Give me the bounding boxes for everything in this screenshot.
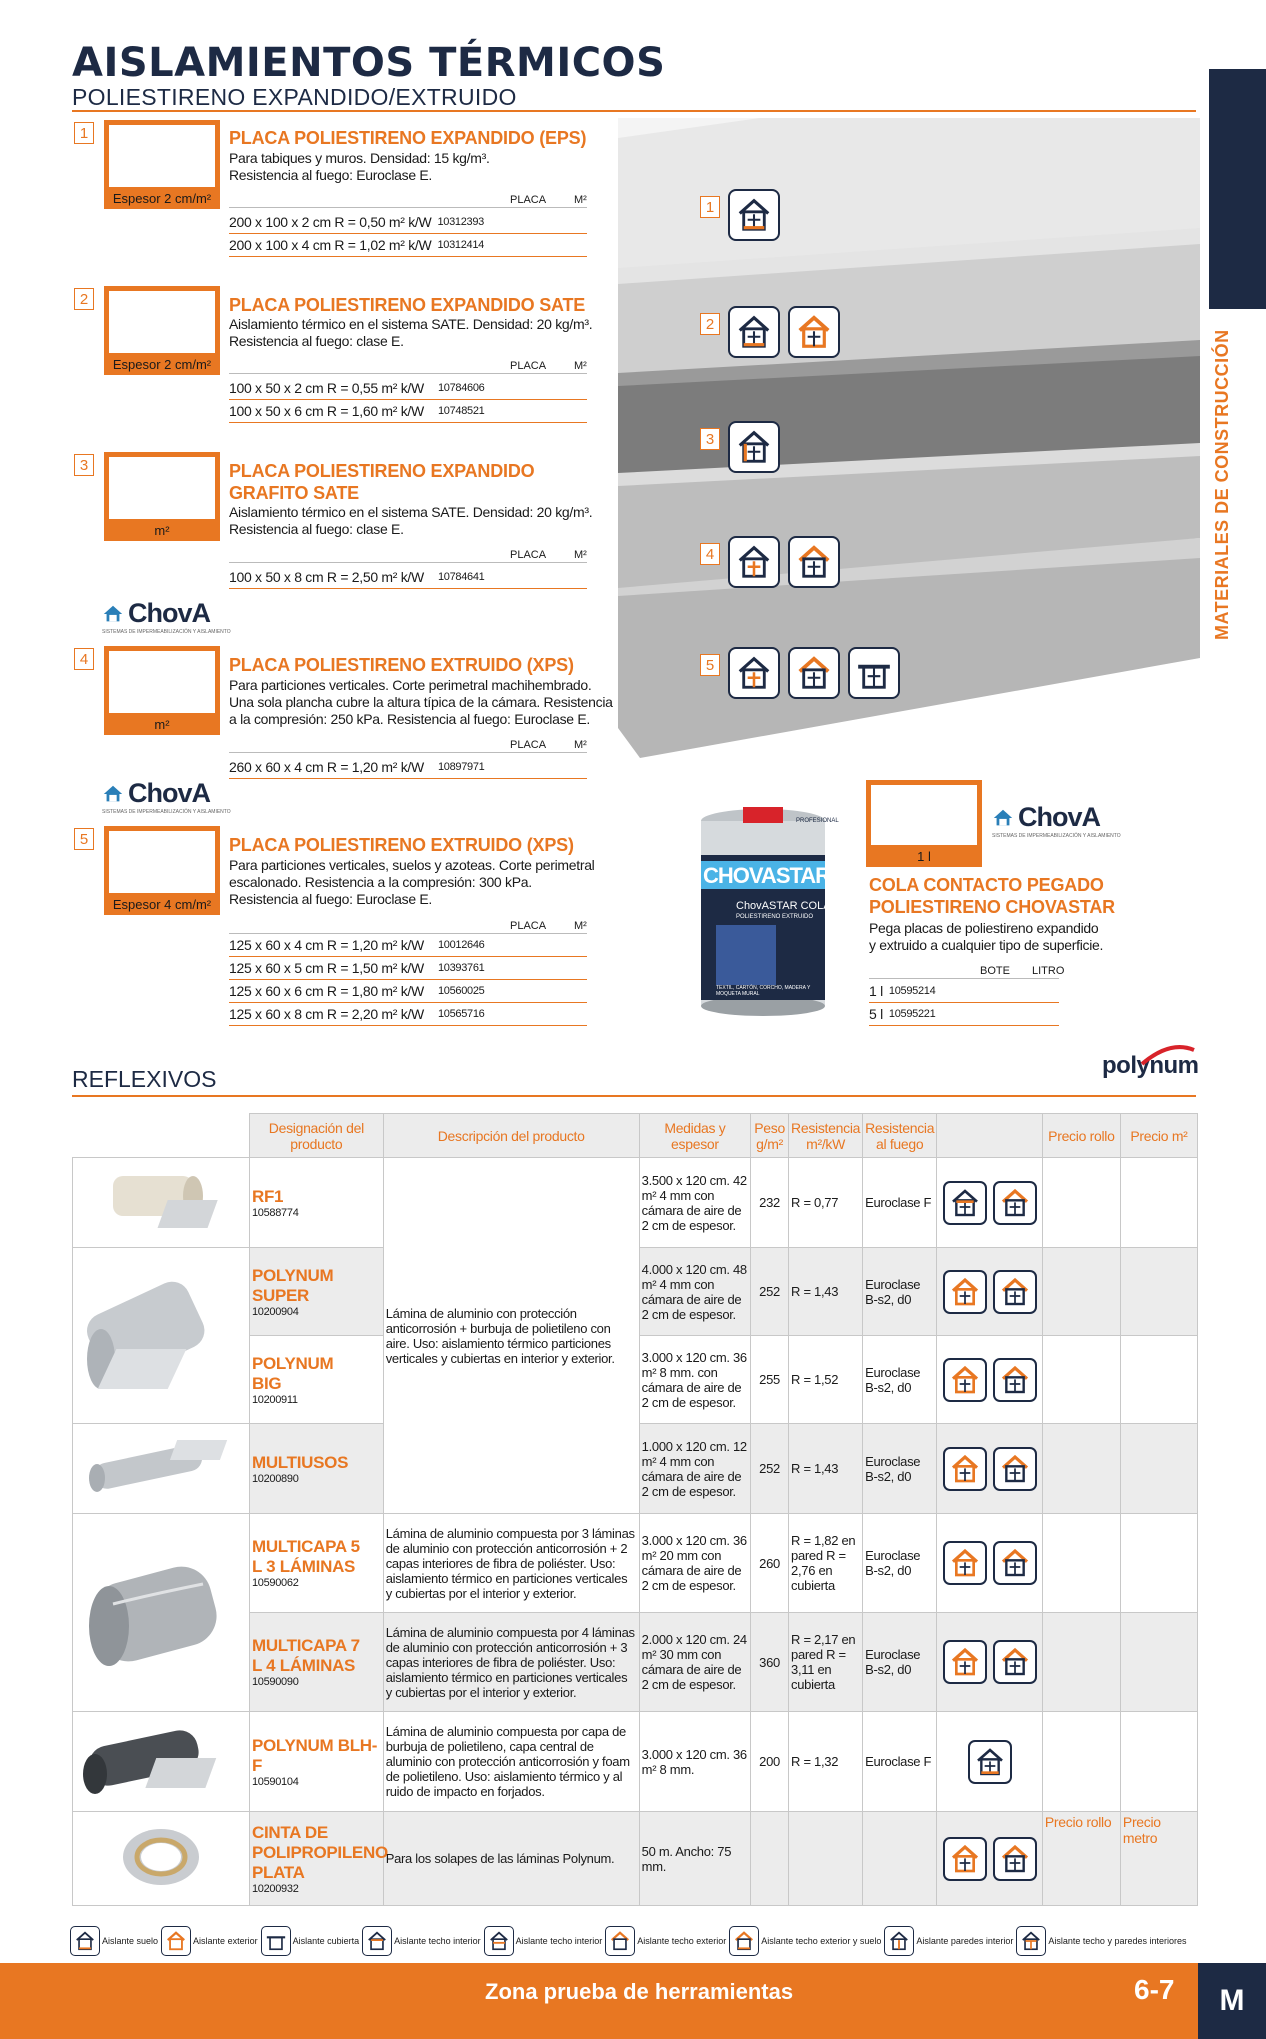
product-code: 10588774 — [251, 1206, 299, 1219]
col-medidas: Medidas y espesor — [639, 1114, 750, 1158]
product-desc: y extruido a cualquier tipo de superficie. — [869, 937, 1104, 953]
product-number: 4 — [74, 648, 94, 670]
house-ceiling-interior-icon — [362, 1926, 392, 1956]
house-exterior-icon — [943, 1837, 987, 1881]
icons-cell — [937, 1712, 1043, 1812]
product-name: MULTICAPA 5 L 3 LÁMINAS — [251, 1537, 360, 1576]
col-header: M² — [574, 739, 587, 751]
house-logo-icon — [102, 603, 124, 625]
legend-item — [729, 1926, 881, 1956]
house-floor-icon — [968, 1740, 1012, 1784]
house-roof-icon — [993, 1837, 1037, 1881]
col-icons — [937, 1114, 1043, 1158]
precio-m2-cell — [1120, 1712, 1197, 1812]
product-code: 10200911 — [251, 1393, 298, 1406]
polynum-logo: polynum — [1102, 1052, 1199, 1079]
brand-name: ChovA — [1018, 802, 1100, 832]
house-roof-icon — [993, 1270, 1037, 1314]
precio-rollo-cell: Precio rollo — [1042, 1812, 1120, 1906]
side-band — [1209, 69, 1266, 309]
product-title: PLACA POLIESTIRENO EXPANDIDO (EPS) — [229, 128, 587, 148]
spec-code: 10312393 — [437, 216, 484, 228]
house-ceiling-floor-icon — [729, 1926, 759, 1956]
spec-code: 10560025 — [437, 985, 485, 997]
resistencia-cell: R = 1,52 — [789, 1336, 863, 1424]
fuego-cell: Euroclase B-s2, d0 — [863, 1613, 937, 1712]
can-tag: PROFESIONAL — [796, 818, 839, 824]
roll-image — [73, 1158, 248, 1244]
spec-divider — [229, 562, 587, 563]
page-subtitle: POLIESTIRENO EXPANDIDO/EXTRUIDO — [72, 84, 517, 110]
product-name: CINTA DE POLIPROPILENO PLATA — [251, 1822, 388, 1882]
product-name: MULTIUSOS — [251, 1452, 349, 1472]
col-header: PLACA — [510, 194, 547, 206]
product-code: 10590062 — [251, 1577, 299, 1589]
spec-divider — [229, 752, 587, 753]
spec-code: 10595214 — [888, 985, 936, 997]
table-row — [73, 1812, 1198, 1906]
icon-legend — [70, 1924, 1200, 1958]
col-header: PLACA — [510, 360, 547, 372]
product-number: 5 — [74, 828, 94, 850]
product-desc: Una sola plancha cubre la altura típica de la cámara. Resistencia — [229, 694, 613, 710]
chova-logo — [102, 598, 231, 635]
precio-m2-cell — [1120, 1514, 1197, 1613]
peso-cell: 200 — [751, 1712, 789, 1812]
spec-text: 125 x 60 x 5 cm R = 1,50 m² k/W — [229, 960, 424, 976]
footer-text: Zona prueba de herramientas — [485, 1979, 794, 2004]
spec-text: 260 x 60 x 4 cm R = 1,20 m² k/W — [229, 759, 424, 775]
shared-desc-cell: Lámina de aluminio con protección anticorrosión + burbuja de polietileno con aire. Uso: aislamiento térmico particiones verticales y cubiertas en interior y exterior. — [383, 1158, 639, 1514]
spec-row — [869, 1003, 1059, 1026]
product-name-cell — [249, 1248, 383, 1336]
precio-rollo-cell — [1042, 1248, 1120, 1336]
side-label: MATERIALES DE CONSTRUCCIÓN — [1212, 329, 1232, 640]
panel-label: 1 — [700, 196, 720, 218]
peso-cell: 255 — [751, 1336, 789, 1424]
precio-m2-cell — [1120, 1336, 1197, 1424]
panels-image — [610, 118, 1200, 768]
brand-name: ChovA — [128, 598, 210, 628]
resistencia-cell — [789, 1812, 863, 1906]
product-name-cell — [249, 1712, 383, 1812]
fuego-cell: Euroclase B-s2, d0 — [863, 1514, 937, 1613]
spec-code: 10748521 — [437, 405, 485, 417]
product-name-cell — [249, 1514, 383, 1613]
roll-image — [73, 1514, 248, 1708]
chova-logo — [992, 802, 1121, 839]
precio-rollo-cell — [1042, 1158, 1120, 1248]
desc-cell: Lámina de aluminio compuesta por 3 láminas de aluminio con protección anticorrosión + 2 capas interiores de fibra de poliéster. Uso: aislamiento térmico en particiones verticales y cubiertas por el interior y exterior. — [383, 1514, 639, 1613]
spec-row — [229, 980, 587, 1003]
house-floor-icon — [943, 1181, 987, 1225]
product-number: 2 — [74, 288, 94, 310]
thumbnail-label: m² — [104, 519, 220, 541]
spec-code: 10784606 — [437, 382, 485, 394]
fuego-cell: Euroclase B-s2, d0 — [863, 1248, 937, 1336]
roll-image — [73, 1249, 248, 1419]
precio-m2-cell — [1120, 1248, 1197, 1336]
house-exterior-icon — [943, 1640, 987, 1684]
spec-code: 10012646 — [437, 939, 485, 951]
house-roof-icon — [993, 1541, 1037, 1585]
can-sub: POLIESTIRENO EXTRUIDO — [736, 914, 814, 920]
can-footer: TEXTIL, CARTÓN, CORCHO, MADERA Y MOQUETA MURAL — [716, 985, 811, 997]
product-name: MULTICAPA 7 L 4 LÁMINAS — [251, 1636, 360, 1675]
resistencia-cell: R = 0,77 — [789, 1158, 863, 1248]
spec-divider — [229, 373, 587, 374]
house-wall-icon — [728, 536, 780, 588]
product-code: 10200890 — [251, 1472, 299, 1485]
medidas-cell: 4.000 x 120 cm. 48 m² 4 mm con cámara de aire de 2 cm de espesor. — [639, 1248, 750, 1336]
house-floor-icon — [728, 306, 780, 358]
spec-text: 125 x 60 x 4 cm R = 1,20 m² k/W — [229, 937, 424, 953]
product-title: PLACA POLIESTIRENO EXTRUIDO (XPS) — [229, 655, 574, 675]
can-brand: CHOVASTAR — [703, 863, 831, 888]
house-ceiling-interior-icon — [484, 1926, 514, 1956]
thumbnail-label: Espesor 2 cm/m² — [104, 187, 220, 209]
legend-label: Aislante techo y paredes interiores — [1048, 1936, 1187, 1946]
spec-row — [229, 377, 587, 400]
house-floor-icon — [70, 1926, 100, 1956]
product-name: POLYNUM SUPER — [251, 1265, 334, 1305]
medidas-cell: 50 m. Ancho: 75 mm. — [639, 1812, 750, 1906]
precio-m2-cell — [1120, 1158, 1197, 1248]
can-name: ChovASTAR COLA — [736, 900, 831, 912]
panel-label: 4 — [700, 543, 720, 565]
spec-row — [229, 400, 587, 423]
col-resistencia: Resistencia m²/kW — [789, 1114, 863, 1158]
product-desc: Resistencia al fuego: Euroclase E. — [229, 167, 433, 183]
panel-label: 3 — [700, 428, 720, 450]
house-exterior-icon — [788, 647, 840, 699]
product-name: RF1 — [251, 1186, 284, 1206]
spec-text: 100 x 50 x 2 cm R = 0,55 m² k/W — [229, 380, 424, 396]
col-precio-m2: Precio m² — [1120, 1114, 1197, 1158]
legend-item — [362, 1926, 481, 1956]
house-roof-icon — [788, 536, 840, 588]
desc-cell: Lámina de aluminio compuesta por capa de burbuja de polietileno, capa central de aluminio con protección anticorrosión y foam de polietileno. Uso: aislamiento térmico y al ruido de impacto en forjados. — [383, 1712, 639, 1812]
precio-rollo-cell — [1042, 1712, 1120, 1812]
legend-label: Aislante exterior — [193, 1936, 258, 1946]
col-header: PLACA — [510, 920, 547, 932]
medidas-cell: 3.000 x 120 cm. 36 m² 20 mm con cámara de aire de 2 cm de espesor. — [639, 1514, 750, 1613]
spec-divider — [229, 207, 587, 208]
house-exterior-icon — [943, 1270, 987, 1314]
spec-text: 5 l — [869, 1006, 883, 1022]
product-image-cell — [73, 1248, 250, 1424]
legend-label: Aislante suelo — [102, 1936, 159, 1946]
spec-row — [229, 934, 587, 957]
peso-cell: 252 — [751, 1424, 789, 1514]
table-row — [73, 1712, 1198, 1812]
product-code: 10590104 — [251, 1775, 299, 1788]
legend-label: Aislante techo exterior y suelo — [761, 1936, 882, 1946]
house-logo-icon — [992, 807, 1014, 829]
product-desc: escalonado. Resistencia a la compresión: 300 kPa. — [229, 874, 532, 890]
product-desc: Aislamiento térmico en el sistema SATE. Densidad: 20 kg/m³. — [229, 316, 593, 332]
spec-code: 10312414 — [437, 239, 484, 251]
peso-cell — [751, 1812, 789, 1906]
house-floor-icon — [728, 647, 780, 699]
header-blank — [73, 1114, 250, 1158]
col-header: M² — [574, 360, 587, 372]
product-image-cell — [73, 1424, 250, 1514]
polynum-swoosh-icon — [1140, 1040, 1196, 1070]
product-image-cell — [73, 1712, 250, 1812]
house-logo-icon — [102, 783, 124, 805]
house-roof-icon — [993, 1640, 1037, 1684]
spec-code: 10393761 — [437, 962, 485, 974]
precio-m2-cell — [1120, 1613, 1197, 1712]
icons-cell — [937, 1158, 1043, 1248]
spec-divider — [869, 978, 1059, 979]
product-code: 10590090 — [251, 1676, 299, 1688]
medidas-cell: 3.500 x 120 cm. 42 m² 4 mm con cámara de aire de 2 cm de espesor. — [639, 1158, 750, 1248]
resistencia-cell: R = 1,82 en pared R = 2,76 en cubierta — [789, 1514, 863, 1613]
product-desc: Aislamiento térmico en el sistema SATE. Densidad: 20 kg/m³. — [229, 504, 593, 520]
spec-row — [229, 1003, 587, 1026]
product-desc: Para particiones verticales, suelos y azoteas. Corte perimetral — [229, 857, 595, 873]
spec-row — [229, 957, 587, 980]
house-roof-icon — [993, 1447, 1037, 1491]
col-descripcion: Descripción del producto — [383, 1114, 639, 1158]
legend-label: Aislante cubierta — [292, 1936, 360, 1946]
product-name: POLYNUM BIG — [251, 1353, 334, 1393]
fuego-cell: Euroclase B-s2, d0 — [863, 1424, 937, 1514]
legend-item — [261, 1926, 360, 1956]
legend-item — [884, 1926, 1013, 1956]
fuego-cell: Euroclase F — [863, 1158, 937, 1248]
product-image-cell — [73, 1158, 250, 1248]
spec-text: 100 x 50 x 6 cm R = 1,60 m² k/W — [229, 403, 424, 419]
reflexivos-table — [72, 1113, 1198, 1906]
product-number: 3 — [74, 454, 94, 476]
product-code: 10200904 — [251, 1305, 299, 1318]
thumbnail-label: Espesor 2 cm/m² — [104, 353, 220, 375]
thumbnail-label: 1 l — [866, 845, 982, 867]
chova-logo — [102, 778, 231, 815]
brand-tagline: SISTEMAS DE IMPERMEABILIZACIÓN Y AISLAMIENTO — [102, 629, 231, 635]
product-name: POLYNUM BLH-F — [251, 1735, 378, 1775]
col-designacion: Designación del producto — [249, 1114, 383, 1158]
panel-label: 2 — [700, 313, 720, 335]
resistencia-cell: R = 1,32 — [789, 1712, 863, 1812]
house-roof-icon — [993, 1358, 1037, 1402]
col-header: PLACA — [510, 739, 547, 751]
spec-code: 10595221 — [888, 1008, 936, 1020]
peso-cell: 252 — [751, 1248, 789, 1336]
spec-row — [229, 756, 587, 779]
medidas-cell: 3.000 x 120 cm. 36 m² 8 mm. con cámara de aire de 2 cm de espesor. — [639, 1336, 750, 1424]
product-title: PLACA POLIESTIRENO EXPANDIDO — [229, 461, 535, 481]
medidas-cell: 3.000 x 120 cm. 36 m² 8 mm. — [639, 1712, 750, 1812]
logo-letter: M — [1219, 1984, 1245, 2017]
house-exterior-icon — [943, 1447, 987, 1491]
page-title: AISLAMIENTOS TÉRMICOS — [72, 40, 666, 86]
page-number: 6-7 — [1134, 1974, 1175, 2005]
house-floor-icon — [728, 189, 780, 241]
brand-tagline: SISTEMAS DE IMPERMEABILIZACIÓN Y AISLAMIENTO — [992, 833, 1121, 839]
spec-row — [869, 980, 1059, 1003]
table-row — [73, 1158, 1198, 1248]
product-desc: Resistencia al fuego: Euroclase E. — [229, 891, 433, 907]
desc-cell: Lámina de aluminio compuesta por 4 láminas de aluminio con protección anticorrosión + 3 capas interiores de fibra de poliéster. Uso: aislamiento térmico en particiones verticales y cubiertas por el interior y exterior. — [383, 1613, 639, 1712]
house-roof-icon — [993, 1181, 1037, 1225]
house-exterior-icon — [788, 306, 840, 358]
product-title: PLACA POLIESTIRENO EXTRUIDO (XPS) — [229, 835, 574, 855]
fuego-cell — [863, 1812, 937, 1906]
col-precio-rollo: Precio rollo — [1042, 1114, 1120, 1158]
house-ceiling-wall-icon — [1016, 1926, 1046, 1956]
spec-code: 10565716 — [437, 1008, 485, 1020]
house-ceiling-exterior-icon — [605, 1926, 635, 1956]
precio-rollo-cell — [1042, 1336, 1120, 1424]
house-wall-icon — [884, 1926, 914, 1956]
legend-label: Aislante techo exterior — [637, 1936, 727, 1946]
spec-row — [229, 566, 587, 589]
col-fuego: Resistencia al fuego — [863, 1114, 937, 1158]
precio-metro-cell: Precio metro — [1120, 1812, 1197, 1906]
icons-cell — [937, 1336, 1043, 1424]
spec-text: 125 x 60 x 8 cm R = 2,20 m² k/W — [229, 1006, 424, 1022]
section-title: REFLEXIVOS — [72, 1066, 217, 1092]
legend-item — [161, 1926, 258, 1956]
spec-text: 200 x 100 x 4 cm R = 1,02 m² k/W — [229, 237, 432, 253]
product-code: 10200932 — [251, 1882, 299, 1895]
tape-image — [73, 1812, 248, 1902]
house-roof-icon — [261, 1926, 291, 1956]
legend-item — [484, 1926, 603, 1956]
product-desc: Resistencia al fuego: clase E. — [229, 333, 404, 349]
house-exterior-icon — [161, 1926, 191, 1956]
header-divider — [72, 110, 1196, 112]
precio-rollo-cell — [1042, 1613, 1120, 1712]
medidas-cell: 2.000 x 120 cm. 24 m² 30 mm con cámara de aire de 2 cm de espesor. — [639, 1613, 750, 1712]
col-header: M² — [574, 549, 587, 561]
desc-cell: Para los solapes de las láminas Polynum. — [383, 1812, 639, 1906]
legend-label: Aislante techo interior — [394, 1936, 481, 1946]
spec-text: 200 x 100 x 2 cm R = 0,50 m² k/W — [229, 214, 432, 230]
precio-rollo-cell — [1042, 1424, 1120, 1514]
peso-cell: 360 — [751, 1613, 789, 1712]
spec-row — [229, 234, 587, 257]
peso-cell: 232 — [751, 1158, 789, 1248]
brand-name: ChovA — [128, 778, 210, 808]
brand-logo — [1198, 1963, 1266, 2039]
product-image-cell — [73, 1514, 250, 1712]
legend-item — [1016, 1926, 1186, 1956]
precio-m2-cell — [1120, 1424, 1197, 1514]
product-desc: a la compresión: 250 kPa. Resistencia al fuego: Euroclase E. — [229, 711, 590, 727]
legend-label: Aislante techo interior — [515, 1936, 603, 1946]
fuego-cell: Euroclase F — [863, 1712, 937, 1812]
product-number: 1 — [74, 122, 94, 144]
product-desc: Para particiones verticales. Corte perimetral machihembrado. — [229, 677, 592, 693]
resistencia-cell: R = 2,17 en pared R = 3,11 en cubierta — [789, 1613, 863, 1712]
fuego-cell: Euroclase B-s2, d0 — [863, 1336, 937, 1424]
house-roof-icon — [848, 647, 900, 699]
product-image-cell — [73, 1812, 250, 1906]
medidas-cell: 1.000 x 120 cm. 12 m² 4 mm con cámara de aire de 2 cm de espesor. — [639, 1424, 750, 1514]
product-title: POLIESTIRENO CHOVASTAR — [869, 897, 1115, 917]
spec-text: 125 x 60 x 6 cm R = 1,80 m² k/W — [229, 983, 424, 999]
icons-cell — [937, 1514, 1043, 1613]
panel-label: 5 — [700, 654, 720, 676]
table-row — [73, 1514, 1198, 1613]
peso-cell: 260 — [751, 1514, 789, 1613]
product-name-cell — [249, 1613, 383, 1712]
icons-cell — [937, 1613, 1043, 1712]
icons-cell — [937, 1248, 1043, 1336]
spec-text: 100 x 50 x 8 cm R = 2,50 m² k/W — [229, 569, 424, 585]
legend-label: Aislante paredes interior — [916, 1936, 1014, 1946]
col-header: BOTE — [980, 965, 1010, 977]
product-name-cell — [249, 1158, 383, 1248]
product-title: COLA CONTACTO PEGADO — [869, 875, 1104, 895]
resistencia-cell: R = 1,43 — [789, 1248, 863, 1336]
product-name-cell — [249, 1336, 383, 1424]
roll-image — [73, 1712, 248, 1808]
spec-text: 1 l — [869, 983, 883, 999]
product-desc: Para tabiques y muros. Densidad: 15 kg/m³. — [229, 150, 490, 166]
product-name-cell — [249, 1424, 383, 1514]
section-divider — [72, 1095, 1196, 1097]
precio-rollo-cell — [1042, 1514, 1120, 1613]
product-desc: Pega placas de poliestireno expandido — [869, 920, 1099, 936]
col-header: M² — [574, 920, 587, 932]
brand-tagline: SISTEMAS DE IMPERMEABILIZACIÓN Y AISLAMIENTO — [102, 809, 231, 815]
col-header: LITRO — [1032, 965, 1065, 977]
resistencia-cell: R = 1,43 — [789, 1424, 863, 1514]
col-peso: Peso g/m² — [751, 1114, 789, 1158]
spec-row — [229, 211, 587, 234]
icons-cell — [937, 1812, 1043, 1906]
product-title: GRAFITO SATE — [229, 483, 359, 503]
legend-item — [70, 1926, 158, 1956]
thumbnail-label: Espesor 4 cm/m² — [104, 893, 220, 915]
roll-image — [73, 1424, 248, 1510]
spec-code: 10784641 — [437, 571, 485, 583]
house-exterior-icon — [943, 1541, 987, 1585]
legend-item — [605, 1926, 726, 1956]
product-title: PLACA POLIESTIRENO EXPANDIDO SATE — [229, 295, 586, 315]
col-header: PLACA — [510, 549, 547, 561]
house-floor-icon — [728, 421, 780, 473]
icons-cell — [937, 1424, 1043, 1514]
product-name-cell — [249, 1812, 388, 1906]
thumbnail-label: m² — [104, 713, 220, 735]
spec-code: 10897971 — [437, 761, 485, 773]
col-header: M² — [574, 194, 587, 206]
house-exterior-icon — [943, 1358, 987, 1402]
product-desc: Resistencia al fuego: clase E. — [229, 521, 404, 537]
